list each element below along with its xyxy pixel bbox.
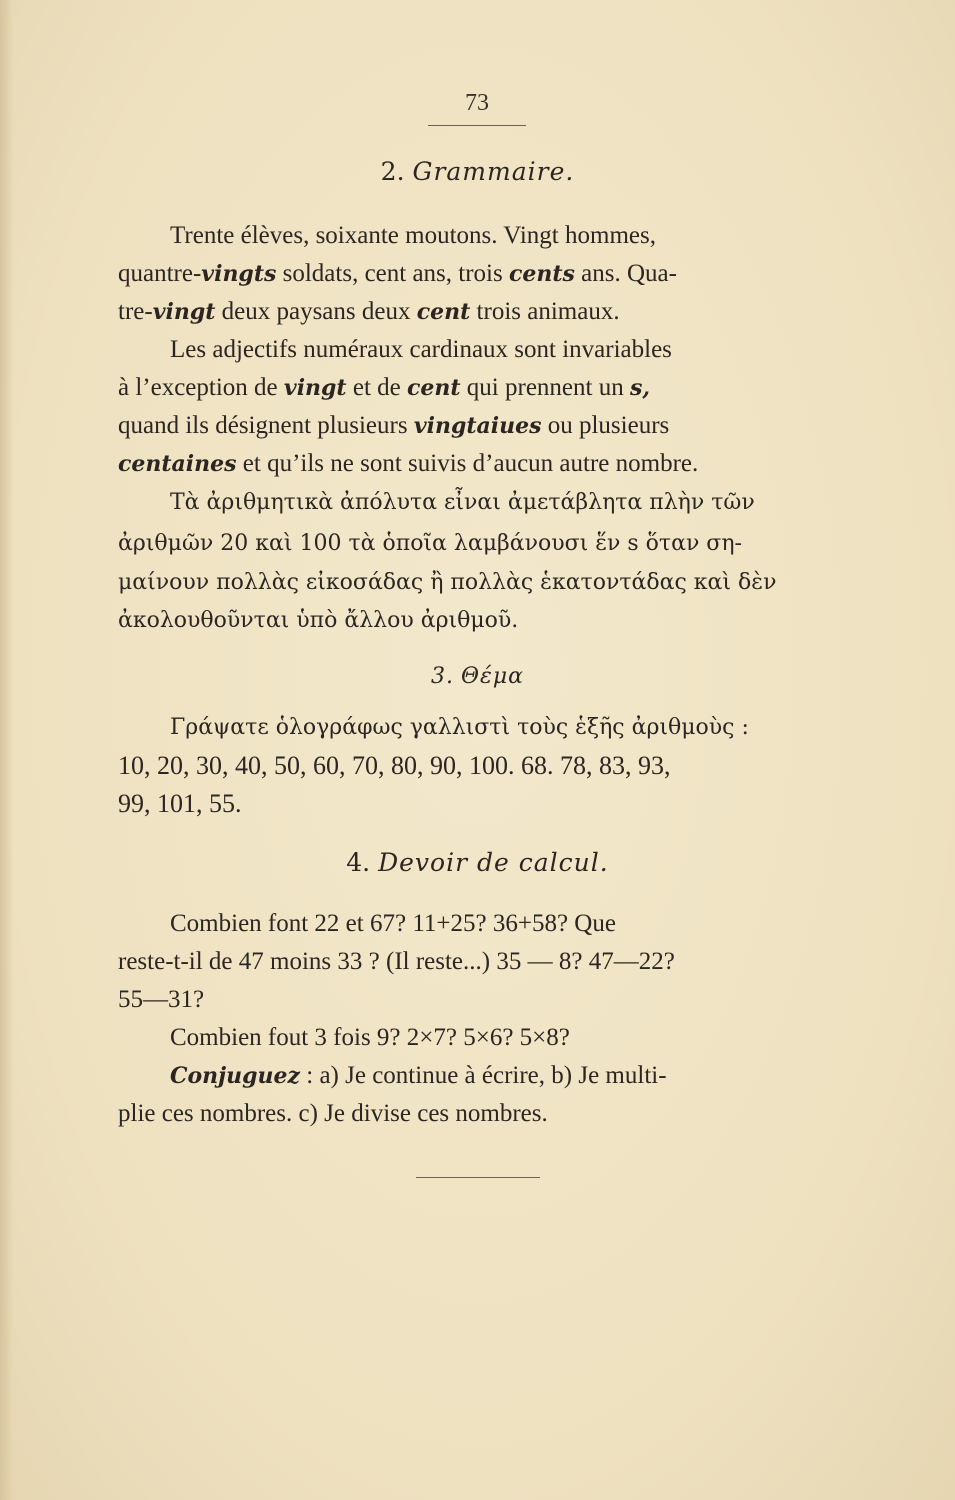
grammaire-line-6 [118, 408, 840, 444]
greek-line-3: μαίνουν πολλὰς εἰκοσάδας ἢ πολλὰς ἑκατοντάδας καὶ δὲν [118, 570, 777, 595]
page-edge-shadow [0, 0, 14, 1500]
thema-line-2: 10, 20, 30, 40, 50, 60, 70, 80, 90, 100. 68. 78, 83, 93, [118, 751, 671, 780]
text-run: soldats, cent ans, trois [276, 260, 509, 287]
grammaire-line-2 [118, 256, 840, 292]
calcul-last-line: plie ces nombres. c) Je divise ces nombres. [118, 1100, 548, 1127]
heading-calcul-num: 4. [346, 848, 371, 877]
text-run: deux paysans deux [215, 298, 417, 325]
greek-line-1: Τὰ ἀριθμητικὰ ἀπόλυτα εἶναι ἀμετάβλητα πλὴν τῶν [170, 490, 755, 515]
emphasis: vingts [201, 261, 277, 287]
calcul-conjuguez-line [170, 1058, 840, 1094]
heading-calcul-title: Devoir de calcul. [378, 848, 609, 877]
heading-calcul [0, 848, 955, 877]
text-run: ans. Qua- [574, 260, 677, 287]
emphasis: s, [629, 375, 651, 401]
emphasis: vingt [283, 375, 347, 401]
calcul-line-2: reste-t-il de 47 moins 33 ? (Il reste...) 35 — 8? 47—22? [118, 948, 675, 975]
calcul-line-4: Combien fout 3 fois 9? 2×7? 5×6? 5×8? [170, 1024, 570, 1051]
text-run: et qu’ils ne sont suivis d’aucun autre nombre. [236, 450, 699, 477]
text-run: tre- [118, 298, 153, 325]
text-run: à l’exception de [118, 374, 284, 401]
emphasis: vingt [152, 299, 216, 325]
text-run: quantre- [118, 260, 202, 287]
text-run: Les adjectifs numéraux cardinaux sont invariables [170, 336, 672, 363]
heading-grammaire-num: 2. [380, 157, 405, 186]
text-run: quand ils désignent plusieurs [118, 412, 414, 439]
text-run: Trente élèves, soixante moutons. Vingt hommes, [170, 222, 656, 249]
greek-line-2: ἀριθμῶν 20 καὶ 100 τὰ ὁποῖα λαμβάνουσι ἕν s ὅταν ση- [118, 531, 742, 556]
text-run: et de [346, 374, 407, 401]
emphasis: cent [416, 299, 471, 325]
page-number-rule [428, 125, 526, 126]
heading-thema-num: 3. [431, 664, 454, 689]
thema-line-3: 99, 101, 55. [118, 789, 242, 818]
grammaire-line-1 [170, 218, 840, 254]
heading-thema [0, 664, 955, 689]
text-run: trois animaux. [470, 298, 620, 325]
text-run: ou plusieurs [541, 412, 670, 439]
heading-grammaire-title: Grammaire. [412, 157, 575, 186]
emphasis: cent [406, 375, 461, 401]
heading-grammaire [0, 157, 955, 186]
grammaire-line-3 [118, 294, 840, 330]
grammaire-line-4 [170, 332, 840, 368]
grammaire-line-7 [118, 446, 840, 482]
emphasis: centaines [118, 451, 237, 477]
text-run: qui prennent un [460, 374, 630, 401]
conjuguez-label: Conjuguez [170, 1063, 301, 1089]
calcul-line-3: 55—31? [118, 986, 205, 1013]
heading-thema-title: Θέμα [461, 664, 524, 689]
conjuguez-rest: : a) Je continue à écrire, b) Je multi- [300, 1062, 667, 1089]
calcul-line-1: Combien font 22 et 67? 11+25? 36+58? Que [170, 910, 616, 937]
grammaire-line-5 [118, 370, 840, 406]
emphasis: vingtaiues [413, 413, 542, 439]
emphasis: cents [508, 261, 575, 287]
page-number: 73 [465, 90, 489, 116]
bottom-rule [416, 1177, 540, 1178]
greek-line-4: ἀκολουθοῦνται ὑπὸ ἄλλου ἀριθμοῦ. [118, 608, 519, 633]
thema-line-1: Γράψατε ὁλογράφως γαλλιστὶ τοὺς ἑξῆς ἀριθμοὺς : [170, 715, 749, 740]
